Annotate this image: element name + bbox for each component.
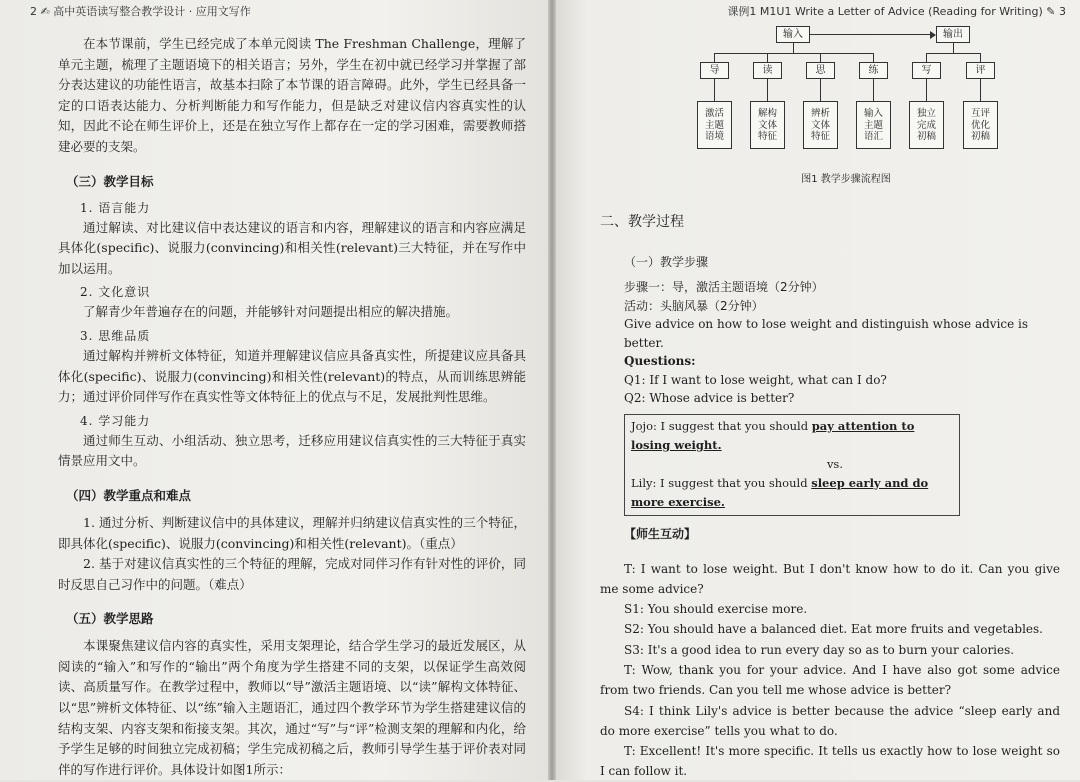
interaction-heading: 【师生互动】	[624, 526, 697, 541]
diagram-step-box: 评	[966, 62, 995, 79]
detail-text: 文体	[810, 119, 830, 131]
detail-text: 优化	[970, 119, 990, 131]
diagram-step-box: 写	[912, 62, 941, 79]
jojo-prefix: Jojo: I suggest that you should	[631, 418, 812, 433]
right-page	[556, 0, 1080, 780]
approach-heading: （五）教学思路	[66, 611, 154, 627]
detail-text: 解构	[757, 108, 777, 119]
diagram-connector	[714, 53, 873, 54]
diagram-connector	[926, 79, 927, 101]
diagram-step-box: 导	[700, 62, 729, 79]
objective-2-text: 了解青少年普遍存在的问题，并能够针对问题提出相应的解决措施。	[83, 304, 459, 320]
dialogue-line: T: I want to lose weight. But I don't know how to do it. Can you give me some advice?	[600, 561, 1060, 596]
section-title: 二、教学过程	[600, 214, 684, 230]
diagram-connector	[980, 79, 981, 101]
diagram-step-box: 练	[859, 62, 888, 79]
diagram-detail-box	[697, 101, 732, 149]
detail-text: 初稿	[916, 131, 936, 142]
diagram-output-box: 输出	[936, 26, 970, 43]
questions-label: Questions:	[624, 354, 696, 368]
detail-text: 语境	[704, 131, 724, 142]
detail-text: 特征	[757, 131, 777, 142]
advice-comparison-box	[624, 414, 960, 516]
diagram-detail-box	[856, 101, 891, 149]
book-gutter	[548, 0, 556, 780]
diagram-connector	[767, 79, 768, 101]
diagram-connector	[714, 79, 715, 101]
diagram-connector	[926, 53, 927, 62]
lily-line	[631, 474, 953, 512]
objective-1-title: 1. 语言能力	[80, 200, 151, 215]
diagram-step-box: 读	[753, 62, 782, 79]
diagram-step-box: 思	[806, 62, 835, 79]
approach-paragraph: 本课聚焦建议信内容的真实性，采用支架理论，结合学生学习的最近发展区，从阅读的“输入”和写作的“输出”两个角度为学生搭建不同的支架，以保证学生高效阅读、高质量写作。在教学过程中，教师以“导”激活主题语境、以“读”解构文体特征、以“思”辨析文体特征、以“练”输入主题语汇，通过四个教学环节为学生搭建建议信的结构支架、内容支架和衔接支架。其次，通过“写”与“评”检测支架的理解和内化，给予学生足够的时间独立完成初稿；学生完成初稿之后，教师引导学生基于评价表对同伴的写作进行评价。具体设计如图1所示：	[58, 638, 526, 777]
diagram-connector	[820, 53, 821, 62]
diagram-connector	[953, 43, 954, 53]
diagram-connector	[793, 43, 794, 53]
detail-text: 语汇	[863, 131, 883, 142]
diagram-caption: 图1 教学步骤流程图	[801, 174, 891, 185]
objectives-heading: （三）教学目标	[66, 173, 154, 189]
diagram-connector	[767, 53, 768, 62]
detail-text: 互评	[970, 108, 990, 119]
detail-text: 主题	[704, 119, 724, 131]
detail-text: 独立	[916, 108, 936, 119]
detail-text: 激活	[704, 108, 724, 119]
flow-diagram	[696, 26, 996, 164]
right-running-head: 课例1 M1U1 Write a Letter of Advice (Reading for Writing) ✎ 3	[727, 5, 1066, 18]
diagram-connector	[873, 79, 874, 101]
lily-advice: sleep early and do more exercise.	[631, 475, 929, 509]
diagram-connector	[873, 53, 874, 62]
diagram-connector	[980, 53, 981, 62]
detail-text: 主题	[863, 119, 883, 131]
left-running-head: 2 ✍ 高中英语读写整合教学设计 · 应用文写作	[30, 5, 251, 18]
objective-3-text: 通过解构并辨析文体特征，知道并理解建议信应具备真实性，所提建议应具备具体化(specific)、说服力(convincing)和相关性(relevant)的特点，从而训练思辨能力；通过评价同伴写作在真实性等文体特征上的优点与不足，发展批判性思维。	[58, 347, 526, 405]
key-point-1: 1. 通过分析、判断建议信中的具体建议，理解并归纳建议信真实性的三个特征，即具体化(specific)、说服力(convincing)和相关性(relevant)。（重点）	[58, 514, 526, 551]
diagram-connector	[714, 53, 715, 62]
step-one-title: 步骤一：导，激活主题语境（2分钟）	[624, 280, 824, 294]
dialogue-line: T: Wow, thank you for your advice. And I have also got some advice from two friends. Can you tell me whose advice is better?	[600, 662, 1060, 698]
detail-text: 输入	[863, 108, 883, 119]
dialogue-line: S1: You should exercise more.	[624, 602, 808, 617]
objective-4-title: 4. 学习能力	[80, 413, 151, 428]
question-2: Q2: Whose advice is better?	[624, 391, 795, 405]
dialogue-line: S3: It's a good idea to run every day so as to burn your calories.	[624, 642, 1015, 657]
diagram-detail-box	[803, 101, 838, 149]
intro-paragraph: 在本节课前，学生已经完成了本单元阅读 The Freshman Challenge，理解了单元主题，梳理了主题语境下的相关语言；另外，学生在初中就已经学习并掌握了部分表达建议的功能性语言，故基本扫除了本节课的语言障碍。此外，学生已经具备一定的口语表达能力、分析判断能力和写作能力，但是缺乏对建议信内容真实性的认知，因此不论在师生评价上，还是在独立写作上都存在一定的学习困难，需要教师搭建必要的支架。	[58, 36, 526, 154]
detail-text: 特征	[810, 131, 830, 142]
diagram-connector	[810, 34, 932, 35]
key-point-2: 2. 基于对建议信真实性的三个特征的理解，完成对同伴习作有针对性的评价，同时反思自己习作中的问题。（难点）	[58, 556, 526, 592]
dialogue-line: S4: I think Lily's advice is better because the advice “sleep early and do more exercise” tells you what to do.	[600, 703, 1060, 738]
sub-section-title: （一）教学步骤	[624, 255, 709, 269]
jojo-advice: pay attention to losing weight.	[631, 418, 915, 452]
objective-4-text: 通过师生互动、小组活动、独立思考，迁移应用建议信真实性的三大特征于真实情景应用文中。	[58, 432, 526, 469]
objective-1-text: 通过解读、对比建议信中表达建议的语言和内容，理解建议的语言和内容应满足具体化(specific)、说服力(convincing)和相关性(relevant)三大特征，并在写作中加以运用。	[58, 219, 526, 276]
task-text: Give advice on how to lose weight and distinguish whose advice is better.	[624, 317, 1029, 350]
detail-text: 辨析	[810, 108, 830, 119]
diagram-connector	[926, 53, 980, 54]
diagram-input-box: 输入	[776, 26, 810, 43]
detail-text: 文体	[757, 119, 777, 131]
diagram-detail-box	[909, 101, 944, 149]
jojo-line	[631, 417, 953, 455]
diagram-detail-box	[963, 101, 998, 149]
objective-2-title: 2. 文化意识	[80, 285, 151, 300]
detail-text: 完成	[916, 119, 936, 131]
dialogue-line: T: Excellent! It's more specific. It tells us exactly how to lose weight so I can follow it.	[600, 744, 1060, 779]
question-1: Q1: If I want to lose weight, what can I do?	[624, 372, 887, 387]
diagram-detail-box	[750, 101, 785, 149]
detail-text: 初稿	[970, 131, 990, 142]
arrow-right-icon	[930, 31, 936, 39]
key-points-heading: （四）教学重点和难点	[66, 487, 192, 503]
vs-label: vs.	[826, 456, 843, 471]
diagram-connector	[820, 79, 821, 101]
lily-prefix: Lily: I suggest that you should	[631, 475, 812, 490]
activity-label: 活动：头脑风暴（2分钟）	[624, 298, 764, 313]
objective-3-title: 3. 思维品质	[80, 328, 151, 343]
dialogue-line: S2: You should have a balanced diet. Eat more fruits and vegetables.	[624, 622, 1043, 637]
